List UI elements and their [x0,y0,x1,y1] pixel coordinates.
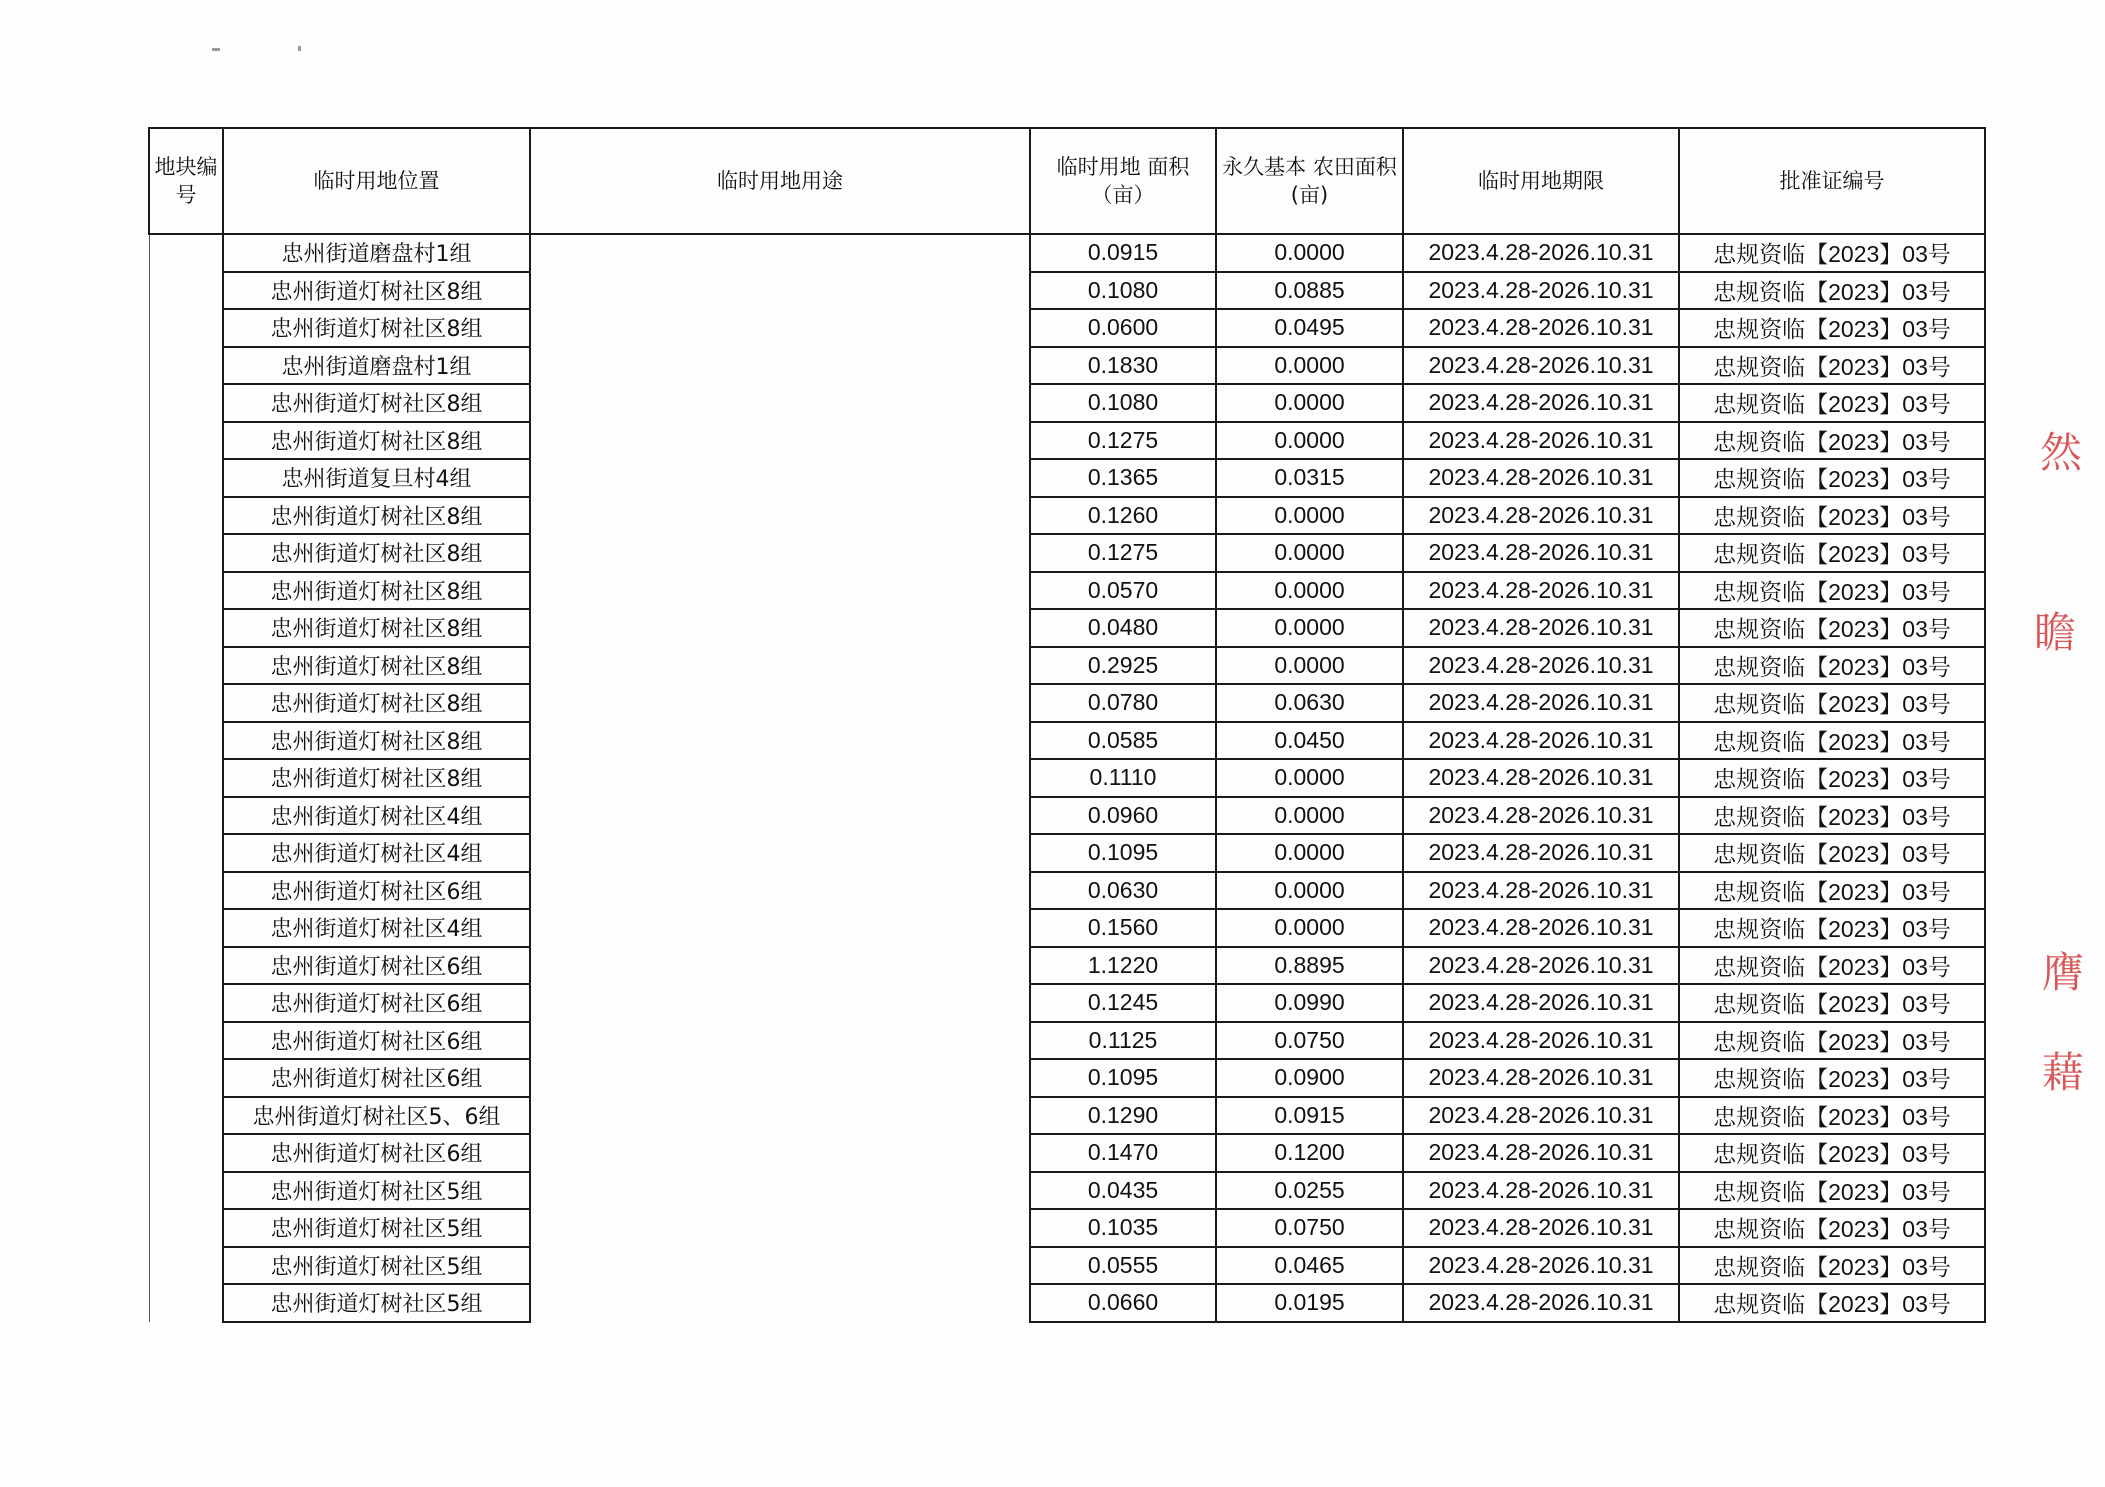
table-row [149,909,1985,947]
permit-cell: 忠规资临【2023】03号 [1679,309,1985,347]
usage-cell [530,422,1030,460]
table-row [149,1284,1985,1322]
farmland-cell: 0.0000 [1216,572,1403,610]
period-cell: 2023.4.28-2026.10.31 [1403,647,1679,685]
permit-cell: 忠规资临【2023】03号 [1679,1172,1985,1210]
usage-cell [530,872,1030,910]
block-id-cell [149,459,223,497]
table-row [149,459,1985,497]
farmland-cell: 0.0315 [1216,459,1403,497]
location-cell: 忠州街道灯树社区5组 [223,1172,530,1210]
area-cell: 0.1245 [1030,984,1216,1022]
usage-cell [530,347,1030,385]
block-id-cell [149,909,223,947]
area-cell: 0.0780 [1030,684,1216,722]
area-cell: 0.0915 [1030,234,1216,272]
location-cell: 忠州街道灯树社区8组 [223,422,530,460]
header-block-id: 地块编号 [149,128,223,234]
location-cell: 忠州街道复旦村4组 [223,459,530,497]
location-cell: 忠州街道灯树社区6组 [223,1022,530,1060]
area-cell: 0.1080 [1030,272,1216,310]
block-id-cell [149,947,223,985]
block-id-cell [149,272,223,310]
stamp-char: 膺 [2042,948,2085,997]
usage-cell [530,1247,1030,1285]
block-id-cell [149,497,223,535]
permit-cell: 忠规资临【2023】03号 [1679,497,1985,535]
permit-cell: 忠规资临【2023】03号 [1679,534,1985,572]
table-row [149,1134,1985,1172]
farmland-cell: 0.0450 [1216,722,1403,760]
farmland-cell: 0.0630 [1216,684,1403,722]
permit-cell: 忠规资临【2023】03号 [1679,1284,1985,1322]
area-cell: 0.1095 [1030,1059,1216,1097]
area-cell: 0.2925 [1030,647,1216,685]
location-cell: 忠州街道磨盘村1组 [223,234,530,272]
area-cell: 0.0960 [1030,797,1216,835]
block-id-cell [149,759,223,797]
table-body [149,234,1985,1322]
location-cell: 忠州街道灯树社区6组 [223,1134,530,1172]
stamp-char: 然 [2040,428,2083,477]
permit-cell: 忠规资临【2023】03号 [1679,1209,1985,1247]
area-cell: 1.1220 [1030,947,1216,985]
block-id-cell [149,834,223,872]
farmland-cell: 0.0000 [1216,384,1403,422]
block-id-cell [149,422,223,460]
permit-cell: 忠规资临【2023】03号 [1679,1134,1985,1172]
usage-cell [530,1284,1030,1322]
farmland-cell: 0.0990 [1216,984,1403,1022]
area-cell: 0.1095 [1030,834,1216,872]
area-cell: 0.0630 [1030,872,1216,910]
period-cell: 2023.4.28-2026.10.31 [1403,347,1679,385]
location-cell: 忠州街道灯树社区8组 [223,384,530,422]
block-id-cell [149,684,223,722]
area-cell: 0.1830 [1030,347,1216,385]
usage-cell [530,834,1030,872]
area-cell: 0.1365 [1030,459,1216,497]
period-cell: 2023.4.28-2026.10.31 [1403,722,1679,760]
permit-cell: 忠规资临【2023】03号 [1679,609,1985,647]
permit-cell: 忠规资临【2023】03号 [1679,1097,1985,1135]
farmland-cell: 0.0495 [1216,309,1403,347]
usage-cell [530,497,1030,535]
location-cell: 忠州街道灯树社区8组 [223,572,530,610]
header-usage: 临时用地用途 [530,128,1030,234]
permit-cell: 忠规资临【2023】03号 [1679,272,1985,310]
table-row [149,759,1985,797]
area-cell: 0.1110 [1030,759,1216,797]
farmland-cell: 0.0750 [1216,1209,1403,1247]
area-cell: 0.0600 [1030,309,1216,347]
table-row [149,1059,1985,1097]
area-cell: 0.1080 [1030,384,1216,422]
permit-cell: 忠规资临【2023】03号 [1679,384,1985,422]
location-cell: 忠州街道灯树社区6组 [223,984,530,1022]
period-cell: 2023.4.28-2026.10.31 [1403,534,1679,572]
table-row [149,797,1985,835]
period-cell: 2023.4.28-2026.10.31 [1403,609,1679,647]
permit-cell: 忠规资临【2023】03号 [1679,1059,1985,1097]
farmland-cell: 0.0000 [1216,647,1403,685]
farmland-cell: 0.0885 [1216,272,1403,310]
usage-cell [530,684,1030,722]
table-row [149,572,1985,610]
farmland-cell: 0.0000 [1216,909,1403,947]
header-farmland: 永久基本 农田面积(亩) [1216,128,1403,234]
permit-cell: 忠规资临【2023】03号 [1679,909,1985,947]
permit-cell: 忠规资临【2023】03号 [1679,984,1985,1022]
area-cell: 0.1260 [1030,497,1216,535]
block-id-cell [149,384,223,422]
location-cell: 忠州街道灯树社区8组 [223,722,530,760]
usage-cell [530,1209,1030,1247]
location-cell: 忠州街道灯树社区4组 [223,909,530,947]
block-id-cell [149,797,223,835]
usage-cell [530,1172,1030,1210]
table-row [149,647,1985,685]
usage-cell [530,1022,1030,1060]
period-cell: 2023.4.28-2026.10.31 [1403,422,1679,460]
farmland-cell: 0.0195 [1216,1284,1403,1322]
table-row [149,497,1985,535]
farmland-cell: 0.0000 [1216,834,1403,872]
table-row [149,872,1985,910]
farmland-cell: 0.0750 [1216,1022,1403,1060]
block-id-cell [149,722,223,760]
table-row [149,534,1985,572]
area-cell: 0.0555 [1030,1247,1216,1285]
location-cell: 忠州街道灯树社区4组 [223,797,530,835]
period-cell: 2023.4.28-2026.10.31 [1403,572,1679,610]
table-row [149,722,1985,760]
permit-cell: 忠规资临【2023】03号 [1679,647,1985,685]
table-row [149,984,1985,1022]
location-cell: 忠州街道灯树社区5、6组 [223,1097,530,1135]
block-id-cell [149,872,223,910]
table-row [149,609,1985,647]
period-cell: 2023.4.28-2026.10.31 [1403,497,1679,535]
location-cell: 忠州街道灯树社区8组 [223,534,530,572]
farmland-cell: 0.1200 [1216,1134,1403,1172]
permit-cell: 忠规资临【2023】03号 [1679,684,1985,722]
temporary-land-table [148,127,1986,1323]
period-cell: 2023.4.28-2026.10.31 [1403,384,1679,422]
usage-cell [530,1097,1030,1135]
period-cell: 2023.4.28-2026.10.31 [1403,834,1679,872]
header-permit: 批准证编号 [1679,128,1985,234]
farmland-cell: 0.0000 [1216,872,1403,910]
area-cell: 0.1275 [1030,534,1216,572]
table-row [149,1172,1985,1210]
usage-cell [530,234,1030,272]
location-cell: 忠州街道灯树社区8组 [223,647,530,685]
usage-cell [530,534,1030,572]
area-cell: 0.1560 [1030,909,1216,947]
farmland-cell: 0.0000 [1216,534,1403,572]
usage-cell [530,272,1030,310]
permit-cell: 忠规资临【2023】03号 [1679,1022,1985,1060]
table-row [149,234,1985,272]
table-row [149,1022,1985,1060]
block-id-cell [149,1247,223,1285]
header-period: 临时用地期限 [1403,128,1679,234]
usage-cell [530,309,1030,347]
location-cell: 忠州街道灯树社区8组 [223,609,530,647]
usage-cell [530,572,1030,610]
location-cell: 忠州街道灯树社区6组 [223,872,530,910]
location-cell: 忠州街道灯树社区8组 [223,309,530,347]
period-cell: 2023.4.28-2026.10.31 [1403,459,1679,497]
location-cell: 忠州街道灯树社区5组 [223,1247,530,1285]
period-cell: 2023.4.28-2026.10.31 [1403,759,1679,797]
period-cell: 2023.4.28-2026.10.31 [1403,1209,1679,1247]
block-id-cell [149,572,223,610]
period-cell: 2023.4.28-2026.10.31 [1403,1097,1679,1135]
period-cell: 2023.4.28-2026.10.31 [1403,984,1679,1022]
table-row [149,422,1985,460]
usage-cell [530,797,1030,835]
permit-cell: 忠规资临【2023】03号 [1679,234,1985,272]
farmland-cell: 0.0000 [1216,797,1403,835]
period-cell: 2023.4.28-2026.10.31 [1403,1059,1679,1097]
location-cell: 忠州街道灯树社区4组 [223,834,530,872]
farmland-cell: 0.0465 [1216,1247,1403,1285]
table-row [149,1209,1985,1247]
area-cell: 0.1125 [1030,1022,1216,1060]
usage-cell [530,1134,1030,1172]
usage-cell [530,984,1030,1022]
area-cell: 0.0480 [1030,609,1216,647]
location-cell: 忠州街道磨盘村1组 [223,347,530,385]
period-cell: 2023.4.28-2026.10.31 [1403,309,1679,347]
block-id-cell [149,1284,223,1322]
stamp-char: 瞻 [2034,608,2077,657]
table-row [149,272,1985,310]
location-cell: 忠州街道灯树社区8组 [223,497,530,535]
farmland-cell: 0.0255 [1216,1172,1403,1210]
area-cell: 0.0660 [1030,1284,1216,1322]
red-seal-stamp [2034,420,2105,1150]
permit-cell: 忠规资临【2023】03号 [1679,459,1985,497]
scan-mark [298,46,301,51]
block-id-cell [149,984,223,1022]
block-id-cell [149,1134,223,1172]
farmland-cell: 0.0000 [1216,609,1403,647]
farmland-cell: 0.0000 [1216,234,1403,272]
location-cell: 忠州街道灯树社区5组 [223,1284,530,1322]
permit-cell: 忠规资临【2023】03号 [1679,422,1985,460]
block-id-cell [149,1059,223,1097]
period-cell: 2023.4.28-2026.10.31 [1403,947,1679,985]
scan-mark [212,48,220,51]
header-area: 临时用地 面积（亩） [1030,128,1216,234]
period-cell: 2023.4.28-2026.10.31 [1403,1247,1679,1285]
period-cell: 2023.4.28-2026.10.31 [1403,872,1679,910]
header-location: 临时用地位置 [223,128,530,234]
usage-cell [530,759,1030,797]
area-cell: 0.0435 [1030,1172,1216,1210]
location-cell: 忠州街道灯树社区8组 [223,684,530,722]
table-row [149,384,1985,422]
table-header-row [149,128,1985,234]
location-cell: 忠州街道灯树社区8组 [223,272,530,310]
block-id-cell [149,1097,223,1135]
usage-cell [530,647,1030,685]
period-cell: 2023.4.28-2026.10.31 [1403,1172,1679,1210]
location-cell: 忠州街道灯树社区6组 [223,947,530,985]
location-cell: 忠州街道灯树社区8组 [223,759,530,797]
usage-cell [530,1059,1030,1097]
usage-cell [530,909,1030,947]
period-cell: 2023.4.28-2026.10.31 [1403,272,1679,310]
block-id-cell [149,534,223,572]
period-cell: 2023.4.28-2026.10.31 [1403,797,1679,835]
area-cell: 0.1035 [1030,1209,1216,1247]
period-cell: 2023.4.28-2026.10.31 [1403,1134,1679,1172]
block-id-cell [149,1172,223,1210]
area-cell: 0.1275 [1030,422,1216,460]
usage-cell [530,947,1030,985]
block-id-cell [149,347,223,385]
block-id-cell [149,647,223,685]
table-row [149,834,1985,872]
usage-cell [530,722,1030,760]
permit-cell: 忠规资临【2023】03号 [1679,834,1985,872]
usage-cell [530,609,1030,647]
table-row [149,947,1985,985]
farmland-cell: 0.0000 [1216,497,1403,535]
location-cell: 忠州街道灯树社区5组 [223,1209,530,1247]
period-cell: 2023.4.28-2026.10.31 [1403,1022,1679,1060]
permit-cell: 忠规资临【2023】03号 [1679,947,1985,985]
period-cell: 2023.4.28-2026.10.31 [1403,684,1679,722]
area-cell: 0.0585 [1030,722,1216,760]
usage-cell [530,459,1030,497]
farmland-cell: 0.0000 [1216,347,1403,385]
usage-cell [530,384,1030,422]
farmland-cell: 0.0900 [1216,1059,1403,1097]
location-cell: 忠州街道灯树社区6组 [223,1059,530,1097]
block-id-cell [149,234,223,272]
table-row [149,309,1985,347]
table-row [149,1097,1985,1135]
table-row [149,1247,1985,1285]
block-id-cell [149,309,223,347]
permit-cell: 忠规资临【2023】03号 [1679,797,1985,835]
table-row [149,347,1985,385]
period-cell: 2023.4.28-2026.10.31 [1403,909,1679,947]
period-cell: 2023.4.28-2026.10.31 [1403,1284,1679,1322]
stamp-char: 藉 [2042,1048,2085,1097]
permit-cell: 忠规资临【2023】03号 [1679,759,1985,797]
block-id-cell [149,609,223,647]
block-id-cell [149,1022,223,1060]
block-id-cell [149,1209,223,1247]
area-cell: 0.1290 [1030,1097,1216,1135]
farmland-cell: 0.8895 [1216,947,1403,985]
table-row [149,684,1985,722]
permit-cell: 忠规资临【2023】03号 [1679,722,1985,760]
farmland-cell: 0.0000 [1216,759,1403,797]
permit-cell: 忠规资临【2023】03号 [1679,1247,1985,1285]
permit-cell: 忠规资临【2023】03号 [1679,347,1985,385]
area-cell: 0.1470 [1030,1134,1216,1172]
permit-cell: 忠规资临【2023】03号 [1679,572,1985,610]
farmland-cell: 0.0915 [1216,1097,1403,1135]
period-cell: 2023.4.28-2026.10.31 [1403,234,1679,272]
area-cell: 0.0570 [1030,572,1216,610]
farmland-cell: 0.0000 [1216,422,1403,460]
permit-cell: 忠规资临【2023】03号 [1679,872,1985,910]
